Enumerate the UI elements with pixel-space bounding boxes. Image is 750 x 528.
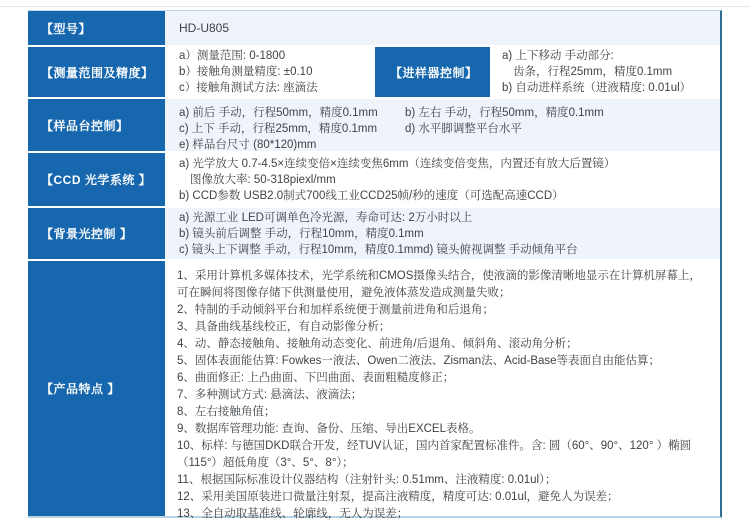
backlight-line: c) 镜头上下调整 手动，行程10mm，精度0.1mmd) 镜头俯视调整 手动倾角平台 xyxy=(179,243,578,256)
feature-item: 6、曲面修正: 上凸曲面、下凹曲面、表面粗糙度修正； xyxy=(177,372,455,384)
feature-item: 4、动、静态接触角、接触角动态变化、前进角/后退角、倾斜角、滚动角分析； xyxy=(177,338,578,350)
ccd-line: a) 光学放大 0.7-4.5×连续变倍×连续变焦6mm（连续变倍变焦，内置还有放大后置镜） xyxy=(179,157,616,170)
row-features xyxy=(28,261,720,520)
feature-item: 11、根据国际标准设计仪器结构（注射针头: 0.51mm、注液精度: 0.01ul）； xyxy=(177,474,557,486)
ccd-line: 图像放大率: 50-318piexl/mm xyxy=(190,173,336,186)
row-range-label: 【测量范围及精度】 xyxy=(28,47,165,97)
row-ccd-label: 【CCD 光学系统 】 xyxy=(28,153,165,206)
ccd-line: b) CCD参数 USB2.0制式700线工业CCD25帧/秒的速度（可选配高速CCD） xyxy=(179,189,564,202)
row-features-list xyxy=(165,261,720,520)
feature-item: 5、固体表面能估算: Fowkes一液法、Owen二液法、Zisman法、Acid-Base等表面自由能估算； xyxy=(177,355,661,367)
row-backlight-text-cell xyxy=(165,208,720,259)
range-line: b）接触角测量精度: ±0.10 xyxy=(179,66,313,78)
row-ccd xyxy=(28,153,720,206)
row-model-label: 【型号】 xyxy=(28,11,165,45)
stage-line: e) 样品台尺寸 (80*120)mm xyxy=(179,139,317,151)
stage-line: b) 左右 手动，行程50mm，精度0.1mm xyxy=(405,107,604,119)
feature-item: 7、多种测试方式: 悬滴法、液滴法； xyxy=(177,389,363,401)
row-stage-col1 xyxy=(165,99,405,151)
sampler-line: 齿条，行程25mm，精度0.1mm xyxy=(513,66,673,78)
row-stage-col2 xyxy=(405,99,720,151)
row-range-text-cell xyxy=(165,47,375,97)
range-line: a）测量范围: 0-1800 xyxy=(179,50,286,62)
row-stage-label: 【样品台控制】 xyxy=(28,99,165,151)
row-ccd-text-cell xyxy=(165,153,720,206)
row-range xyxy=(28,47,720,97)
row-sampler-label: 【进样器控制】 xyxy=(375,47,490,97)
feature-item: 9、数据库管理功能: 查询、备份、压缩、导出EXCEL表格。 xyxy=(177,423,481,435)
page-top-divider xyxy=(0,6,750,7)
row-model xyxy=(28,11,720,45)
model-value: HD-U805 xyxy=(179,21,230,35)
stage-line: c) 上下 手动，行程25mm，精度0.1mm xyxy=(179,123,378,135)
row-model-value-cell xyxy=(165,11,720,45)
backlight-line: a) 光源工业 LED可调单色冷光源，寿命可达: 2万小时以上 xyxy=(179,211,473,224)
feature-item: 13、全自动取基准线、轮廓线，无人为误差； xyxy=(177,508,409,520)
feature-item: 2、特制的手动倾斜平台和加样系统便于测量前进角和后退角； xyxy=(177,304,494,316)
feature-item: 12、采用美国原装进口微量注射泵，提高注液精度，精度可达: 0.01ul，避免人为误差； xyxy=(177,491,619,503)
row-sampler-text-cell xyxy=(490,47,720,97)
product-spec-table xyxy=(28,10,722,518)
sampler-line: b) 自动进样系统（进液精度: 0.01ul） xyxy=(502,82,692,94)
feature-item: 8、左右接触角值； xyxy=(177,406,276,418)
feature-item: 10、标样: 与德国DKD联合开发，经TUV认证，国内首家配置标准件。含: 圆（60°、90°、120° ）椭圆（115°）超低角度（3°、5°、8°）； xyxy=(177,440,692,469)
row-features-label: 【产品特点 】 xyxy=(28,261,165,516)
stage-line: a) 前后 手动，行程50mm，精度0.1mm xyxy=(179,107,378,119)
backlight-line: b) 镜头前后调整 手动，行程10mm，精度0.1mm xyxy=(179,227,424,240)
range-line: c）接触角测试方法: 座滴法 xyxy=(179,82,318,94)
row-stage xyxy=(28,99,720,151)
stage-line: d) 水平脚调整平台水平 xyxy=(405,123,522,135)
row-backlight xyxy=(28,208,720,259)
feature-item: 3、具备曲线基线校正，有自动影像分析； xyxy=(177,321,391,333)
sampler-line: a) 上下移动 手动部分: xyxy=(502,50,614,62)
feature-item: 1、采用计算机多媒体技术，光学系统和CMOS摄像头结合，使液滴的影像清晰地显示在计算机屏幕上，可在瞬间将图像存储下供测量使用，避免液体蒸发造成测量失败； xyxy=(177,270,701,299)
row-backlight-label: 【背景光控制 】 xyxy=(28,208,165,259)
